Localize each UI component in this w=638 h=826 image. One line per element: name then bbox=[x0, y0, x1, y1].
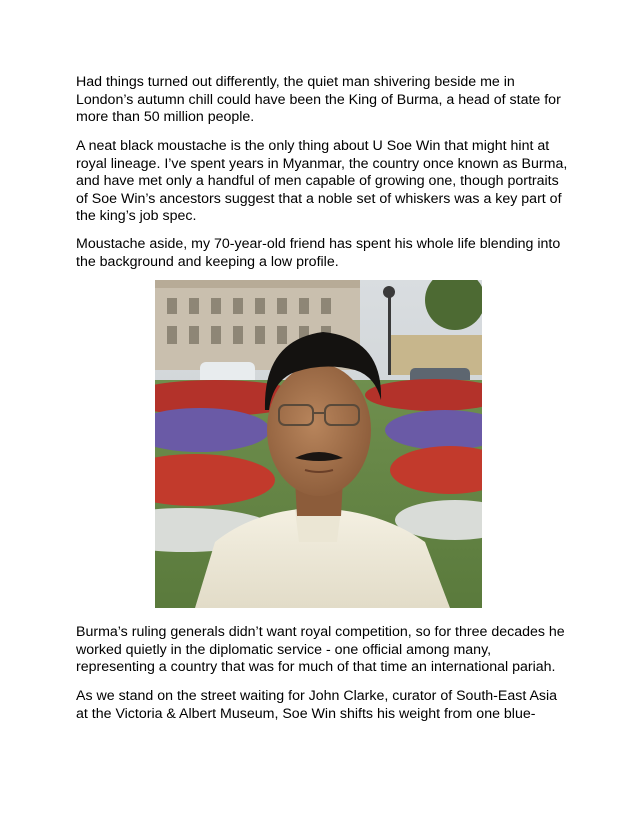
paragraph: As we stand on the street waiting for John Clarke, curator of South-East Asia at the Victoria & Albert Museum, Soe Win shifts his weight from one blue- bbox=[76, 688, 558, 722]
article-photo bbox=[155, 280, 482, 608]
paragraph: A neat black moustache is the only thing about U Soe Win that might hint at royal lineage. I’ve spent years in Myanmar, the country once known as Burma, and have met only a handful of men capable of growing one, though portraits of Soe Win’s ancestors suggest that a noble set of whiskers was a key part of the king’s job spec. bbox=[76, 138, 568, 225]
paragraph: Moustache aside, my 70-year-old friend has spent his whole life blending into the background and keeping a low profile. bbox=[76, 236, 561, 270]
paragraph: Had things turned out differently, the quiet man shivering beside me in London’s autumn chill could have been the King of Burma, a head of state for more than 50 million people. bbox=[76, 74, 561, 126]
paragraph: Burma’s ruling generals didn’t want royal competition, so for three decades he worked quietly in the diplomatic service - one official among many, representing a country that was for much of that time an international pariah. bbox=[76, 624, 565, 676]
